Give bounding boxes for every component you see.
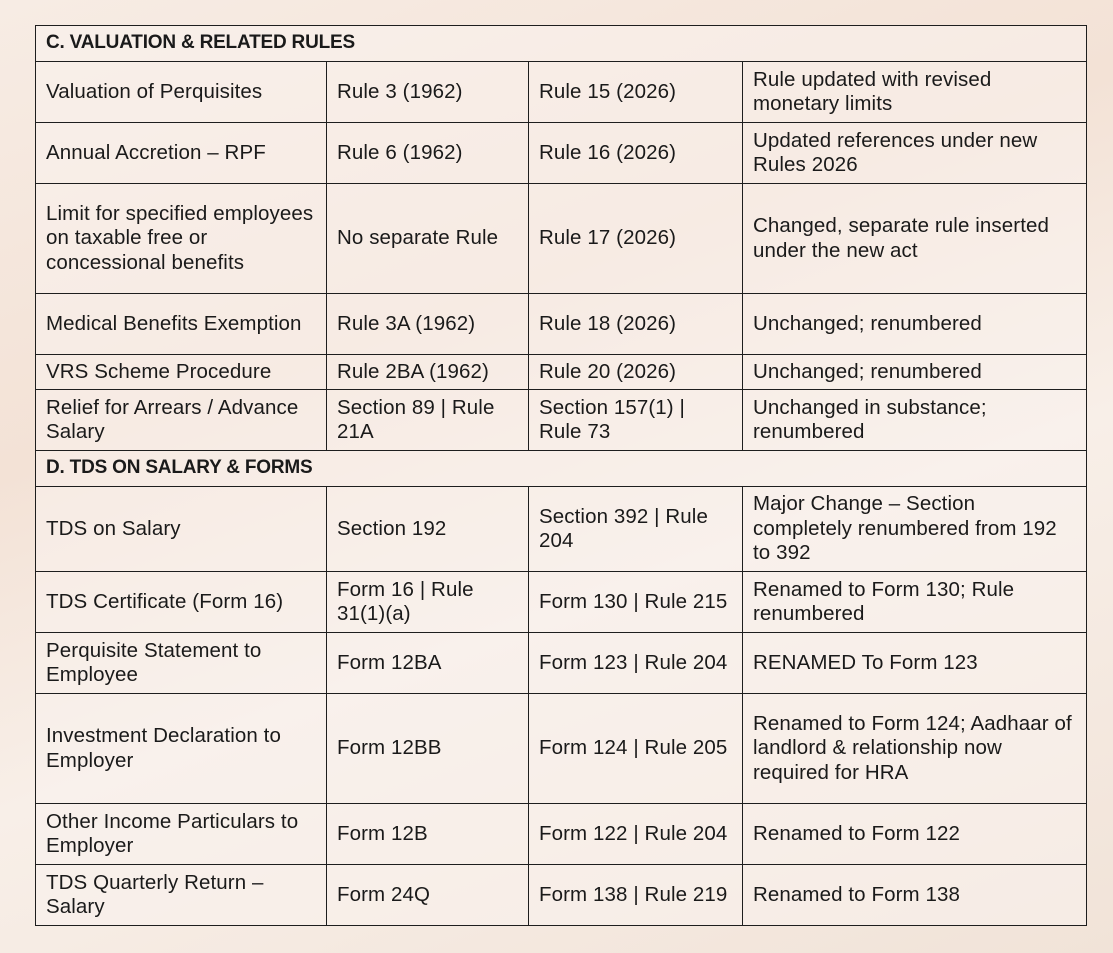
new-rule-cell: Section 157(1) | Rule 73 bbox=[529, 390, 743, 451]
remark-cell: Renamed to Form 130; Rule renumbered bbox=[743, 572, 1087, 633]
remark-cell: Rule updated with revised monetary limits bbox=[743, 62, 1087, 123]
table-row bbox=[36, 294, 1087, 355]
new-rule-cell: Form 130 | Rule 215 bbox=[529, 572, 743, 633]
old-rule-cell: Rule 2BA (1962) bbox=[327, 355, 529, 390]
particular-cell: Other Income Particulars to Employer bbox=[36, 804, 327, 865]
section-header-row bbox=[36, 451, 1087, 487]
table-row bbox=[36, 487, 1087, 572]
remark-cell: Renamed to Form 122 bbox=[743, 804, 1087, 865]
remark-cell: Changed, separate rule inserted under the new act bbox=[743, 184, 1087, 294]
old-rule-cell: No separate Rule bbox=[327, 184, 529, 294]
section-title: C. VALUATION & RELATED RULES bbox=[36, 26, 1087, 62]
old-rule-cell: Form 16 | Rule 31(1)(a) bbox=[327, 572, 529, 633]
particular-cell: Investment Declaration to Employer bbox=[36, 694, 327, 804]
old-rule-cell: Rule 3A (1962) bbox=[327, 294, 529, 355]
particular-cell: TDS Quarterly Return – Salary bbox=[36, 865, 327, 926]
old-rule-cell: Rule 6 (1962) bbox=[327, 123, 529, 184]
table-row bbox=[36, 865, 1087, 926]
new-rule-cell: Form 122 | Rule 204 bbox=[529, 804, 743, 865]
rules-comparison-table bbox=[35, 25, 1087, 926]
table-row bbox=[36, 62, 1087, 123]
remark-cell: Unchanged; renumbered bbox=[743, 355, 1087, 390]
particular-cell: Medical Benefits Exemption bbox=[36, 294, 327, 355]
new-rule-cell: Rule 18 (2026) bbox=[529, 294, 743, 355]
table-row bbox=[36, 633, 1087, 694]
remark-cell: Updated references under new Rules 2026 bbox=[743, 123, 1087, 184]
particular-cell: Limit for specified employees on taxable free or concessional benefits bbox=[36, 184, 327, 294]
remark-cell: RENAMED To Form 123 bbox=[743, 633, 1087, 694]
section-header-row bbox=[36, 26, 1087, 62]
particular-cell: TDS on Salary bbox=[36, 487, 327, 572]
new-rule-cell: Form 124 | Rule 205 bbox=[529, 694, 743, 804]
old-rule-cell: Form 24Q bbox=[327, 865, 529, 926]
particular-cell: TDS Certificate (Form 16) bbox=[36, 572, 327, 633]
old-rule-cell: Section 89 | Rule 21A bbox=[327, 390, 529, 451]
new-rule-cell: Form 123 | Rule 204 bbox=[529, 633, 743, 694]
table-row bbox=[36, 184, 1087, 294]
remark-cell: Unchanged; renumbered bbox=[743, 294, 1087, 355]
table-row bbox=[36, 355, 1087, 390]
new-rule-cell: Form 138 | Rule 219 bbox=[529, 865, 743, 926]
new-rule-cell: Rule 20 (2026) bbox=[529, 355, 743, 390]
remark-cell: Major Change – Section completely renumbered from 192 to 392 bbox=[743, 487, 1087, 572]
old-rule-cell: Section 192 bbox=[327, 487, 529, 572]
old-rule-cell: Form 12BA bbox=[327, 633, 529, 694]
old-rule-cell: Form 12BB bbox=[327, 694, 529, 804]
table-row bbox=[36, 804, 1087, 865]
remark-cell: Renamed to Form 124; Aadhaar of landlord & relationship now required for HRA bbox=[743, 694, 1087, 804]
rules-table-container bbox=[35, 25, 1086, 926]
new-rule-cell: Section 392 | Rule 204 bbox=[529, 487, 743, 572]
table-row bbox=[36, 123, 1087, 184]
table-row bbox=[36, 390, 1087, 451]
section-title: D. TDS ON SALARY & FORMS bbox=[36, 451, 1087, 487]
particular-cell: Valuation of Perquisites bbox=[36, 62, 327, 123]
table-row bbox=[36, 694, 1087, 804]
remark-cell: Renamed to Form 138 bbox=[743, 865, 1087, 926]
particular-cell: Perquisite Statement to Employee bbox=[36, 633, 327, 694]
particular-cell: VRS Scheme Procedure bbox=[36, 355, 327, 390]
table-row bbox=[36, 572, 1087, 633]
particular-cell: Annual Accretion – RPF bbox=[36, 123, 327, 184]
old-rule-cell: Form 12B bbox=[327, 804, 529, 865]
remark-cell: Unchanged in substance; renumbered bbox=[743, 390, 1087, 451]
new-rule-cell: Rule 15 (2026) bbox=[529, 62, 743, 123]
old-rule-cell: Rule 3 (1962) bbox=[327, 62, 529, 123]
new-rule-cell: Rule 16 (2026) bbox=[529, 123, 743, 184]
new-rule-cell: Rule 17 (2026) bbox=[529, 184, 743, 294]
particular-cell: Relief for Arrears / Advance Salary bbox=[36, 390, 327, 451]
